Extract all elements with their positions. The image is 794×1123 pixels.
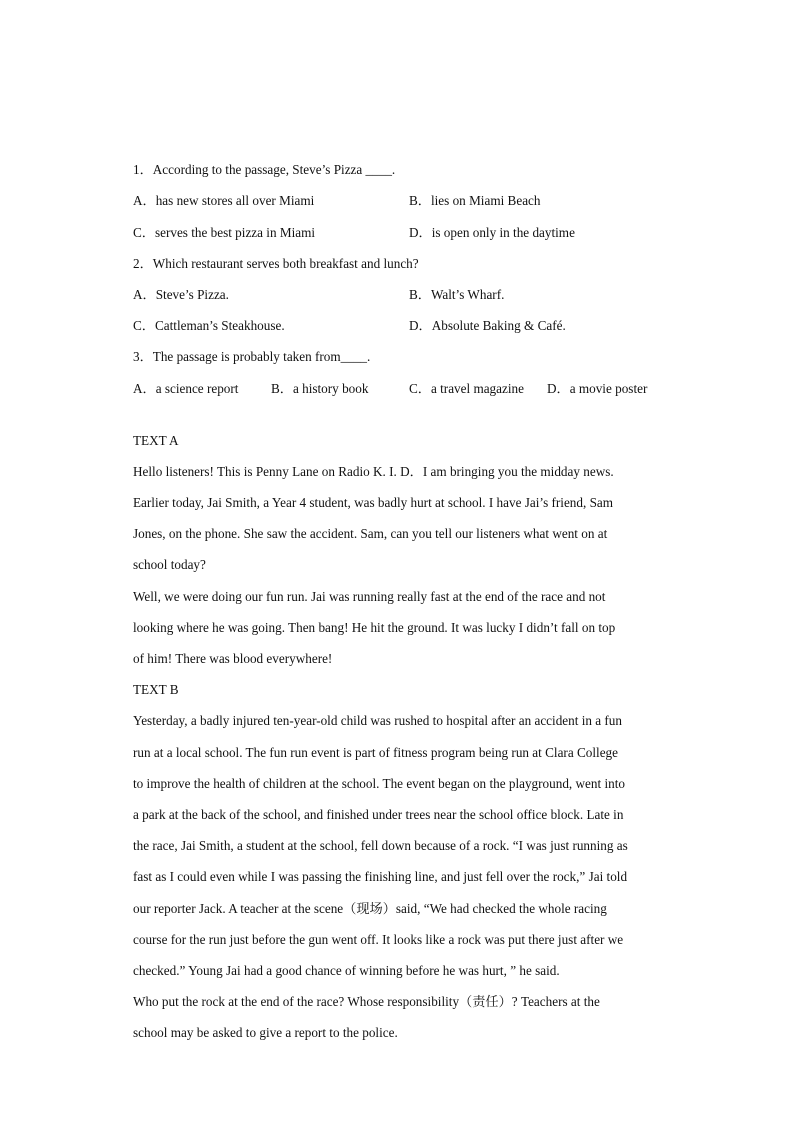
text-a-heading: TEXT A <box>133 433 179 448</box>
question-2-option-a: A．Steve’s Pizza. <box>133 287 229 302</box>
text-b-line: checked.” Young Jai had a good chance of winning before he was hurt, ” he said. <box>133 963 560 978</box>
question-1-option-b: B．lies on Miami Beach <box>409 193 541 208</box>
text-b-line: our reporter Jack. A teacher at the scene（现场）said, “We had checked the whole racing <box>133 901 607 916</box>
text-b-line: fast as I could even while I was passing the finishing line, and just fell over the rock,” Jai told <box>133 869 628 884</box>
text-a-line: Well, we were doing our fun run. Jai was running really fast at the end of the race and not <box>133 589 606 604</box>
text-a-line: Hello listeners! This is Penny Lane on Radio K. I. D．I am bringing you the midday news. <box>133 464 614 479</box>
text-b-heading: TEXT B <box>133 682 179 697</box>
text-b-line: school may be asked to give a report to the police. <box>133 1025 398 1040</box>
text-a-line: Earlier today, Jai Smith, a Year 4 student, was badly hurt at school. I have Jai’s friend, Sam <box>133 495 614 510</box>
question-1-option-d: D．is open only in the daytime <box>409 225 575 240</box>
text-b-line: a park at the back of the school, and finished under trees near the school office block. Late in <box>133 807 624 822</box>
question-3-option-d: D．a movie poster <box>547 381 648 396</box>
text-b-line: course for the run just before the gun went off. It looks like a rock was put there just after we <box>133 932 624 947</box>
question-3-option-a: A．a science report <box>133 381 239 396</box>
question-1-option-c: C．serves the best pizza in Miami <box>133 225 316 240</box>
question-2-option-b: B．Walt’s Wharf. <box>409 287 505 302</box>
question-1-option-a: A．has new stores all over Miami <box>133 193 315 208</box>
text-a-line: looking where he was going. Then bang! He hit the ground. It was lucky I didn’t fall on top <box>133 620 616 635</box>
question-1-stem: 1．According to the passage, Steve’s Pizza ____. <box>133 162 396 177</box>
text-b-line: Yesterday, a badly injured ten-year-old child was rushed to hospital after an accident in a fun <box>133 713 622 728</box>
text-b-line: Who put the rock at the end of the race? Whose responsibility（责任）? Teachers at the <box>133 994 600 1009</box>
text-b-line: to improve the health of children at the school. The event began on the playground, went into <box>133 776 625 791</box>
question-2-option-d: D．Absolute Baking & Café. <box>409 318 566 333</box>
text-a-line: school today? <box>133 557 206 572</box>
question-2-option-c: C．Cattleman’s Steakhouse. <box>133 318 285 333</box>
text-a-line: of him! There was blood everywhere! <box>133 651 333 666</box>
question-3-stem: 3．The passage is probably taken from____. <box>133 349 371 364</box>
text-a-line: Jones, on the phone. She saw the accident. Sam, can you tell our listeners what went on at <box>133 526 608 541</box>
question-3-option-c: C．a travel magazine <box>409 381 524 396</box>
text-b-line: the race, Jai Smith, a student at the school, fell down because of a rock. “I was just running as <box>133 838 628 853</box>
text-b-line: run at a local school. The fun run event is part of fitness program being run at Clara College <box>133 745 618 760</box>
question-2-stem: 2．Which restaurant serves both breakfast and lunch? <box>133 256 419 271</box>
question-3-option-b: B．a history book <box>271 381 369 396</box>
